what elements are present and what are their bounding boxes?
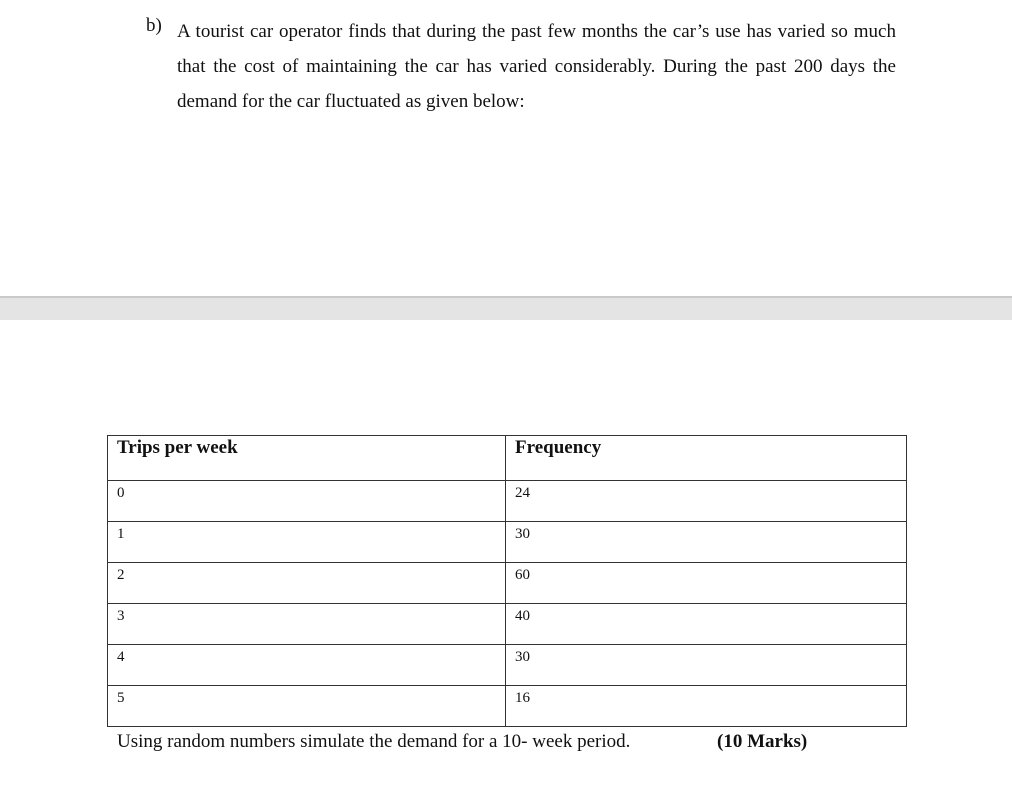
trips-cell: 4 xyxy=(108,645,506,686)
frequency-table xyxy=(107,435,907,727)
header-frequency: Frequency xyxy=(506,436,907,481)
table-row xyxy=(108,563,907,604)
header-trips-per-week: Trips per week xyxy=(108,436,506,481)
frequency-cell: 16 xyxy=(506,686,907,727)
table-row xyxy=(108,522,907,563)
frequency-cell: 60 xyxy=(506,563,907,604)
page-break xyxy=(0,296,1012,320)
table-row xyxy=(108,604,907,645)
trips-cell: 1 xyxy=(108,522,506,563)
question-text: A tourist car operator finds that during the past few months the car’s use has varied so much that the cost of maintaining the car has varied considerably. During the past 200 days the demand for the car fluctuated as given below: xyxy=(177,21,896,112)
trips-cell: 5 xyxy=(108,686,506,727)
table-row xyxy=(108,686,907,727)
trips-cell: 2 xyxy=(108,563,506,604)
trips-cell: 0 xyxy=(108,481,506,522)
frequency-cell: 30 xyxy=(506,522,907,563)
marks-label: (10 Marks) xyxy=(717,731,808,752)
frequency-cell: 40 xyxy=(506,604,907,645)
table-header-row xyxy=(108,436,907,481)
frequency-cell: 30 xyxy=(506,645,907,686)
frequency-cell: 24 xyxy=(506,481,907,522)
question-label: b) xyxy=(146,15,162,36)
table-row xyxy=(108,481,907,522)
trips-cell: 3 xyxy=(108,604,506,645)
instruction-text: Using random numbers simulate the demand for a 10- week period. xyxy=(117,731,631,752)
table-row xyxy=(108,645,907,686)
